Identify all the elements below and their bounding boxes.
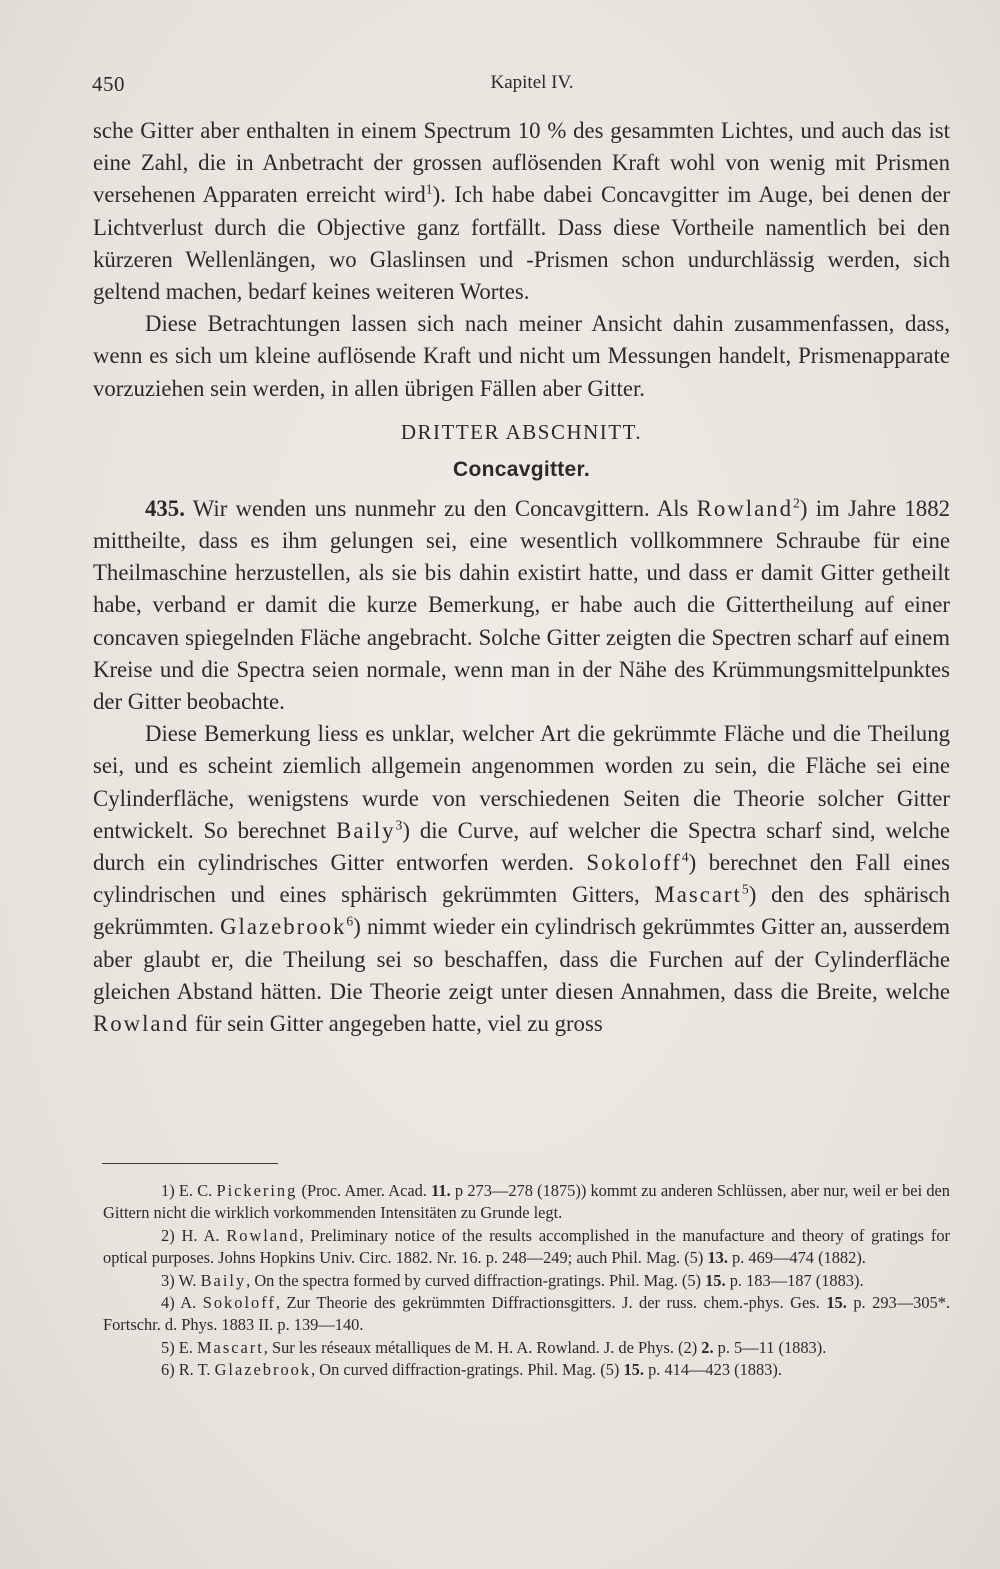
- text-run: , Zur Theorie des gekrümmten Diffractionsgitters. J. der russ. chem.-phys. Ges.: [275, 1293, 827, 1313]
- text-run: Diese Bemerkung liess es unklar, welcher Art die gekrümmte Fläche und die Theilung sei, und es scheint ziemlich allgemein angenommen worden zu sein, die Fläche sei eine Cylinderfläche, wenigstens wurde von verschiedenen Seiten die Theorie solcher Gitter entwickelt. So berechnet: [93, 721, 950, 843]
- footnote-1: [103, 1180, 950, 1225]
- text-run: , On the spectra formed by curved diffraction-gratings. Phil. Mag. (5): [246, 1270, 706, 1290]
- person-name: Baily: [336, 817, 396, 843]
- footnote-ref: 5: [741, 881, 749, 897]
- section-title: Concavgitter.: [453, 457, 590, 481]
- footnote-6: [103, 1359, 950, 1381]
- section-heading: DRITTER ABSCHNITT.: [400, 419, 643, 444]
- volume-number: 15.: [623, 1360, 644, 1380]
- person-name: Glazebrook: [220, 914, 347, 940]
- footnote-mark: 4): [161, 1293, 175, 1313]
- paragraph: [93, 718, 950, 1040]
- text-run: ) nimmt wieder ein cylindrisch gekrümmtes Gitter an, ausserdem aber glaubt er, die Theilung sei so beschaffen, dass die Furchen auf der Cylinderfläche gleichen Abstand hätten. Die Theorie zeigt unter diesen Annahmen, dass die Breite, welche: [93, 914, 951, 1004]
- person-name: Sokoloff: [202, 1293, 276, 1313]
- text-run: sche Gitter aber enthalten in einem Spectrum 10 % des gesammten Lichtes, und auch das ist eine Zahl, die in Anbetracht der grossen auflösenden Kraft wohl von wenig mit Prismen versehenen Apparaten erreicht wird: [93, 118, 950, 208]
- footnote-mark: 6): [161, 1360, 175, 1380]
- text-run: W.: [174, 1270, 201, 1290]
- person-name: Rowland: [93, 1011, 190, 1037]
- person-name: Glazebrook: [214, 1360, 312, 1380]
- running-head: Kapitel IV.: [490, 72, 574, 93]
- footnote-ref: 4: [681, 849, 689, 865]
- text-run: E. C.: [174, 1181, 217, 1200]
- paragraph: [93, 493, 950, 718]
- text-run: p 273—278 (1875)) kommt zu anderen Schlüssen, aber nur, weil er bei den Gittern nicht die wirklich vorkommenden Intensitäten zu Grunde legt.: [103, 1181, 951, 1223]
- footnote-5: [103, 1337, 950, 1359]
- person-name: Baily: [200, 1270, 247, 1290]
- footnote-4: [103, 1292, 950, 1337]
- text-run: , Preliminary notice of the results accomplished in the manufacture and theory of gratings for optical purposes. Johns Hopkins Univ. Circ. 1882. Nr. 16. p. 248—249; auch Phil. Mag. (5): [103, 1225, 950, 1268]
- footnote-3: [103, 1270, 950, 1292]
- footnotes: [103, 1180, 950, 1382]
- page-header: [92, 72, 952, 102]
- text-run: E.: [174, 1337, 197, 1357]
- footnote-ref: 6: [346, 913, 354, 929]
- footnote-mark: 2): [161, 1225, 175, 1245]
- volume-number: 15.: [705, 1270, 726, 1290]
- person-name: Mascart: [654, 882, 742, 908]
- paragraph-continued: [93, 115, 950, 308]
- text-run: für sein Gitter angegeben hatte, viel zu gross: [189, 1011, 603, 1037]
- text-run: H. A.: [174, 1225, 227, 1245]
- footnote-ref: 2: [793, 495, 800, 511]
- text-run: p. 5—11 (1883).: [713, 1337, 827, 1357]
- text-run: p. 183—187 (1883).: [725, 1270, 864, 1290]
- person-name: Sokoloff: [586, 850, 682, 876]
- person-name: Rowland: [696, 495, 794, 521]
- footnote-2: [103, 1225, 950, 1270]
- text-run: Wir wenden uns nunmehr zu den Concavgittern. Als: [184, 495, 697, 521]
- main-text: [93, 115, 950, 1040]
- text-run: ) berechnet den Fall eines cylindrischen und eines sphärisch gekrümmten Gitters,: [93, 850, 950, 908]
- footnote-rule: [102, 1163, 278, 1164]
- text-run: p. 469—474 (1882).: [727, 1248, 866, 1268]
- paragraph-number: 435.: [145, 495, 185, 521]
- text-run: ). Ich habe dabei Concavgitter im Auge, bei denen der Lichtverlust durch die Objective ganz fortfällt. Dass diese Vortheile namentlich bei den kürzeren Wellenlängen, wo Glaslinsen und -Prismen schon undurchlässig werden, sich geltend machen, bedarf keines weiteren Wortes.: [93, 182, 950, 305]
- text-run: , On curved diffraction-gratings. Phil. Mag. (5): [311, 1360, 624, 1380]
- volume-number: 11.: [431, 1181, 451, 1200]
- text-run: ) im Jahre 1882 mittheilte, dass es ihm gelungen sei, eine wesentlich vollkommnere Schraube für eine Theilmaschine herzustellen, als sie bis dahin existirt hatte, und dass er damit Gitter getheilt habe, verband er damit die kurze Bemerkung, er habe auch die Gittertheilung auf einer concaven spiegelnden Fläche angebracht. Solche Gitter zeigten die Spectren scharf auf einem Kreise und die Spectra seien normale, wenn man in der Nähe des Krümmungsmittelpunktes der Gitter beobachte.: [93, 495, 951, 715]
- footnote-ref: 1: [425, 181, 433, 197]
- text-run: , Sur les réseaux métalliques de M. H. A. Rowland. J. de Phys. (2): [263, 1337, 702, 1357]
- text-run: (Proc. Amer. Acad.: [297, 1181, 432, 1200]
- text-run: ) die Curve, auf welcher die Spectra scharf sind, welche durch ein cylindrisches Gitter entworfen werden.: [93, 817, 950, 876]
- person-name: Pickering: [216, 1181, 298, 1200]
- person-name: Rowland: [226, 1225, 300, 1245]
- text-run: p. 293—305*. Fortschr. d. Phys. 1883 II. p. 139—140.: [103, 1293, 951, 1335]
- footnote-mark: 5): [161, 1337, 175, 1357]
- text-run: p. 414—423 (1883).: [643, 1360, 782, 1380]
- footnote-ref: 3: [395, 817, 403, 833]
- volume-number: 13.: [707, 1248, 728, 1268]
- page-number: 450: [92, 72, 125, 96]
- text-run: ) den des sphärisch gekrümmten.: [93, 882, 951, 940]
- text-run: R. T.: [174, 1360, 215, 1380]
- paragraph: Diese Betrachtungen lassen sich nach meiner Ansicht dahin zusammenfassen, dass, wenn es sich um kleine auflösende Kraft und nicht um Messungen handelt, Prismenapparate vorzuziehen sein werden, in allen übrigen Fällen aber Gitter.: [93, 311, 950, 401]
- footnote-mark: 3): [161, 1270, 175, 1290]
- volume-number: 2.: [701, 1337, 714, 1357]
- text-run: A.: [174, 1293, 203, 1313]
- person-name: Mascart: [196, 1337, 264, 1357]
- volume-number: 15.: [826, 1293, 847, 1313]
- footnote-mark: 1): [161, 1181, 175, 1200]
